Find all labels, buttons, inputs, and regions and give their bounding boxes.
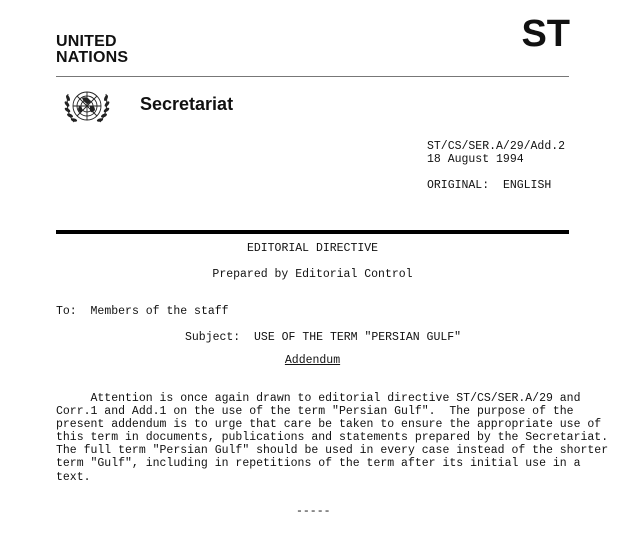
prepared-by-line: Prepared by Editorial Control xyxy=(212,268,413,281)
document-series-symbol: ST xyxy=(521,13,570,55)
department-title: Secretariat xyxy=(140,94,234,114)
directive-title: EDITORIAL DIRECTIVE xyxy=(246,242,379,255)
body-line: The full term "Persian Gulf" should be used in every case instead of the shorter xyxy=(56,444,609,458)
to-label: To: xyxy=(56,305,77,318)
org-name-line-1: UNITED xyxy=(56,33,117,50)
header-divider xyxy=(56,76,569,77)
original-label: ORIGINAL: xyxy=(427,179,490,192)
original-language-line xyxy=(427,179,565,192)
body-line: this term in documents, publications and statements prepared by the Secretariat. xyxy=(56,431,609,445)
body-line: Corr.1 and Add.1 on the use of the term "Persian Gulf". The purpose of the xyxy=(56,405,574,419)
document-info-block xyxy=(427,140,565,192)
body-line: Attention is once again drawn to editorial directive ST/CS/SER.A/29 and xyxy=(56,392,581,405)
document-symbol-reference: ST/CS/SER.A/29/Add.2 xyxy=(427,140,566,153)
document-date: 18 August 1994 xyxy=(427,153,524,166)
un-emblem-icon xyxy=(62,84,112,130)
heading-divider xyxy=(56,230,569,234)
subject-text: USE OF THE TERM "PERSIAN GULF" xyxy=(254,331,462,344)
original-language: ENGLISH xyxy=(502,179,552,192)
addendum-heading: Addendum xyxy=(284,354,341,367)
org-name-line-2: NATIONS xyxy=(56,49,129,66)
body-line: present addendum is to urge that care be taken to ensure the appropriate use of xyxy=(56,418,602,432)
end-of-document-mark: ----- xyxy=(296,505,331,518)
body-line: text. xyxy=(56,470,91,484)
to-line xyxy=(56,305,229,318)
addendum-heading-row xyxy=(0,354,625,367)
organization-name xyxy=(56,34,128,66)
addendum-body xyxy=(56,392,609,484)
subject-label: Subject: xyxy=(185,331,241,344)
to-recipient: Members of the staff xyxy=(90,305,229,318)
subject-line xyxy=(185,331,461,344)
body-line: term "Gulf", including in repetitions of the term after its initial use in a xyxy=(56,457,581,471)
